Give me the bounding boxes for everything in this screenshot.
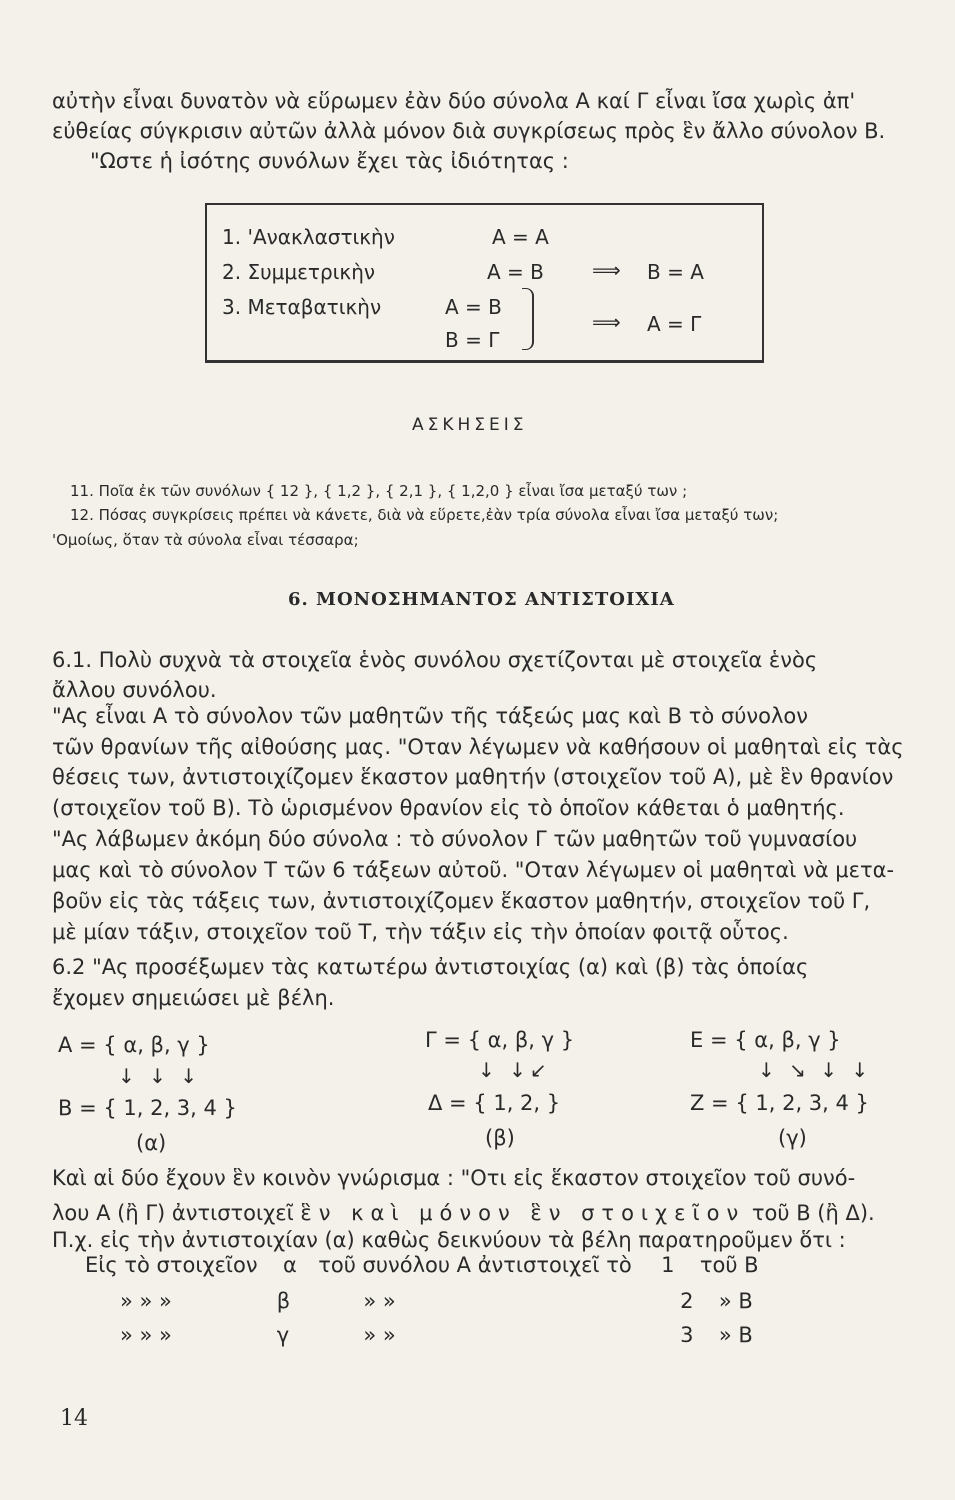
body-line-12: ἔχομεν σημειώσει μὲ βέλη.	[52, 986, 335, 1010]
corr-col-3: » »	[363, 1323, 396, 1347]
diagram-c-bottom: Ζ = { 1, 2, 3, 4 }	[690, 1091, 869, 1115]
corr-col-5: » Β	[718, 1323, 753, 1347]
diagram-a-bottom: Β = { 1, 2, 3, 4 }	[58, 1096, 237, 1120]
diagram-b-label: (β)	[485, 1126, 515, 1150]
closing-line-1: Καὶ αἱ δύο ἔχουν ἓν κοινὸν γνώρισμα : "Οτι εἰς ἕκαστον στοιχεῖον τοῦ συνό-	[52, 1166, 856, 1190]
intro-line-3: "Ωστε ἡ ἰσότης συνόλων ἔχει τὰς ἰδιότητας :	[90, 149, 569, 173]
transitive-expr-2: Β = Γ	[445, 328, 500, 352]
diagram-a-arrows: ↓ ↓ ↓	[118, 1064, 201, 1088]
body-line-6: (στοιχεῖον τοῦ Β). Τὸ ὡρισμένον θρανίον εἰς τὸ ὁποῖον κάθεται ὁ μαθητής.	[52, 796, 845, 820]
closing-emphasis: ἓν καὶ μόνον ἓν στοιχεῖον	[300, 1201, 746, 1225]
exercise-12: 12. Πόσας συγκρίσεις πρέπει νὰ κάνετε, διὰ νὰ εὕρετε,ἐὰν τρία σύνολα εἶναι ἴσα μεταξύ των;	[70, 506, 779, 524]
body-line-4: τῶν θρανίων τῆς αἰθούσης μας. "Οταν λέγωμεν νὰ καθήσουν οἱ μαθηταὶ εἰς τὰς	[52, 735, 904, 759]
exercises-title: ΑΣΚΗΣΕΙΣ	[412, 415, 528, 435]
corr-col-2: β	[276, 1289, 291, 1313]
reflexive-label: 1. 'Ανακλαστικὴν	[222, 225, 395, 249]
body-line-11: 6.2 "Ας προσέξωμεν τὰς κατωτέρω ἀντιστοιχίας (α) καὶ (β) τὰς ὁποίας	[52, 955, 809, 979]
transitive-expr-1: Α = Β	[445, 295, 502, 319]
diagram-b-bottom: Δ = { 1, 2, }	[428, 1091, 561, 1115]
corr-col-2: α	[283, 1253, 297, 1277]
body-line-7: "Ας λάβωμεν ἀκόμη δύο σύνολα : τὸ σύνολον Γ τῶν μαθητῶν τοῦ γυμνασίου	[52, 827, 858, 851]
page-number: 14	[60, 1406, 88, 1431]
exercise-11: 11. Ποῖα ἐκ τῶν συνόλων { 12 }, { 1,2 }, { 2,1 }, { 1,2,0 } εἶναι ἴσα μεταξύ των ;	[70, 482, 688, 500]
correspondence-row-2	[120, 1288, 753, 1314]
diagram-c-label: (γ)	[778, 1126, 807, 1150]
exercise-12-cont: 'Ομοίως, ὅταν τὰ σύνολα εἶναι τέσσαρα;	[52, 531, 359, 549]
diagram-c-top: Ε = { α, β, γ }	[690, 1028, 841, 1052]
intro-line-1: αὐτὴν εἶναι δυνατὸν νὰ εὕρωμεν ἐὰν δύο σύνολα Α καί Γ εἶναι ἴσα χωρὶς ἀπ'	[52, 89, 856, 113]
closing-line-2	[52, 1200, 875, 1226]
transitive-label: 3. Μεταβατικὴν	[222, 295, 382, 319]
corr-col-5: τοῦ Β	[699, 1253, 759, 1277]
implies-arrow-1: ⟹	[592, 258, 621, 282]
diagram-a-label: (α)	[136, 1131, 167, 1155]
body-line-10: μὲ μίαν τάξιν, στοιχεῖον τοῦ Τ, τὴν τάξιν εἰς τὴν ὁποίαν φοιτᾷ οὗτος.	[52, 920, 789, 944]
implies-arrow-2: ⟹	[592, 310, 621, 334]
diagram-b-top: Γ = { α, β, γ }	[425, 1028, 575, 1052]
properties-box	[205, 203, 764, 363]
body-line-3: "Ας εἶναι Α τὸ σύνολον τῶν μαθητῶν τῆς τάξεώς μας καὶ Β τὸ σύνολον	[52, 704, 808, 728]
symmetric-expr: Α = Β	[487, 260, 544, 284]
body-line-1: 6.1. Πολὺ συχνὰ τὰ στοιχεῖα ἑνὸς συνόλου σχετίζονται μὲ στοιχεῖα ἑνὸς	[52, 648, 818, 672]
corr-col-1: » » »	[120, 1323, 172, 1347]
transitive-result: Α = Γ	[647, 312, 702, 336]
diagram-c-arrows: ↓ ↘ ↓ ↓	[758, 1058, 873, 1082]
corr-col-3: τοῦ συνόλου Α ἀντιστοιχεῖ τὸ	[318, 1253, 632, 1277]
section-title: 6. ΜΟΝΟΣΗΜΑΝΤΟΣ ΑΝΤΙΣΤΟΙΧΙΑ	[288, 589, 675, 610]
body-line-8: μας καὶ τὸ σύνολον Τ τῶν 6 τάξεων αὐτοῦ. "Οταν λέγωμεν οἱ μαθηταὶ νὰ μετα-	[52, 858, 895, 882]
corr-col-4: 2	[680, 1289, 694, 1313]
corr-col-1: Εἰς τὸ στοιχεῖον	[85, 1253, 258, 1277]
symmetric-label: 2. Συμμετρικὴν	[222, 260, 376, 284]
diagram-a-top: Α = { α, β, γ }	[58, 1033, 210, 1057]
closing-line-2-start: λου Α (ἢ Γ) ἀντιστοιχεῖ	[52, 1201, 294, 1225]
corr-col-2: γ	[276, 1323, 290, 1347]
corr-col-5: » Β	[718, 1289, 753, 1313]
grouping-brace	[522, 288, 534, 350]
symmetric-result: Β = Α	[647, 260, 704, 284]
corr-col-4: 1	[661, 1253, 675, 1277]
body-line-2: ἄλλου συνόλου.	[52, 678, 217, 702]
diagram-b-arrows: ↓ ↓↙	[478, 1058, 551, 1082]
body-line-9: βοῦν εἰς τὰς τάξεις των, ἀντιστοιχίζομεν ἕκαστον μαθητήν, στοιχεῖον τοῦ Γ,	[52, 889, 871, 913]
closing-line-3: Π.χ. εἰς τὴν ἀντιστοιχίαν (α) καθὼς δεικνύουν τὰ βέλη παρατηροῦμεν ὅτι :	[52, 1228, 846, 1252]
closing-line-2-end: τοῦ Β (ἢ Δ).	[751, 1201, 875, 1225]
reflexive-expr: Α = Α	[492, 225, 549, 249]
corr-col-4: 3	[680, 1323, 694, 1347]
corr-col-1: » » »	[120, 1289, 172, 1313]
intro-line-2: εὐθείας σύγκρισιν αὐτῶν ἀλλὰ μόνον διὰ συγκρίσεως πρὸς ἓν ἄλλο σύνολον Β.	[52, 119, 886, 143]
body-line-5: θέσεις των, ἀντιστοιχίζομεν ἕκαστον μαθητήν (στοιχεῖον τοῦ Α), μὲ ἓν θρανίον	[52, 765, 894, 789]
correspondence-row-3	[120, 1322, 753, 1348]
corr-col-3: » »	[363, 1289, 396, 1313]
correspondence-row-1	[85, 1252, 759, 1278]
